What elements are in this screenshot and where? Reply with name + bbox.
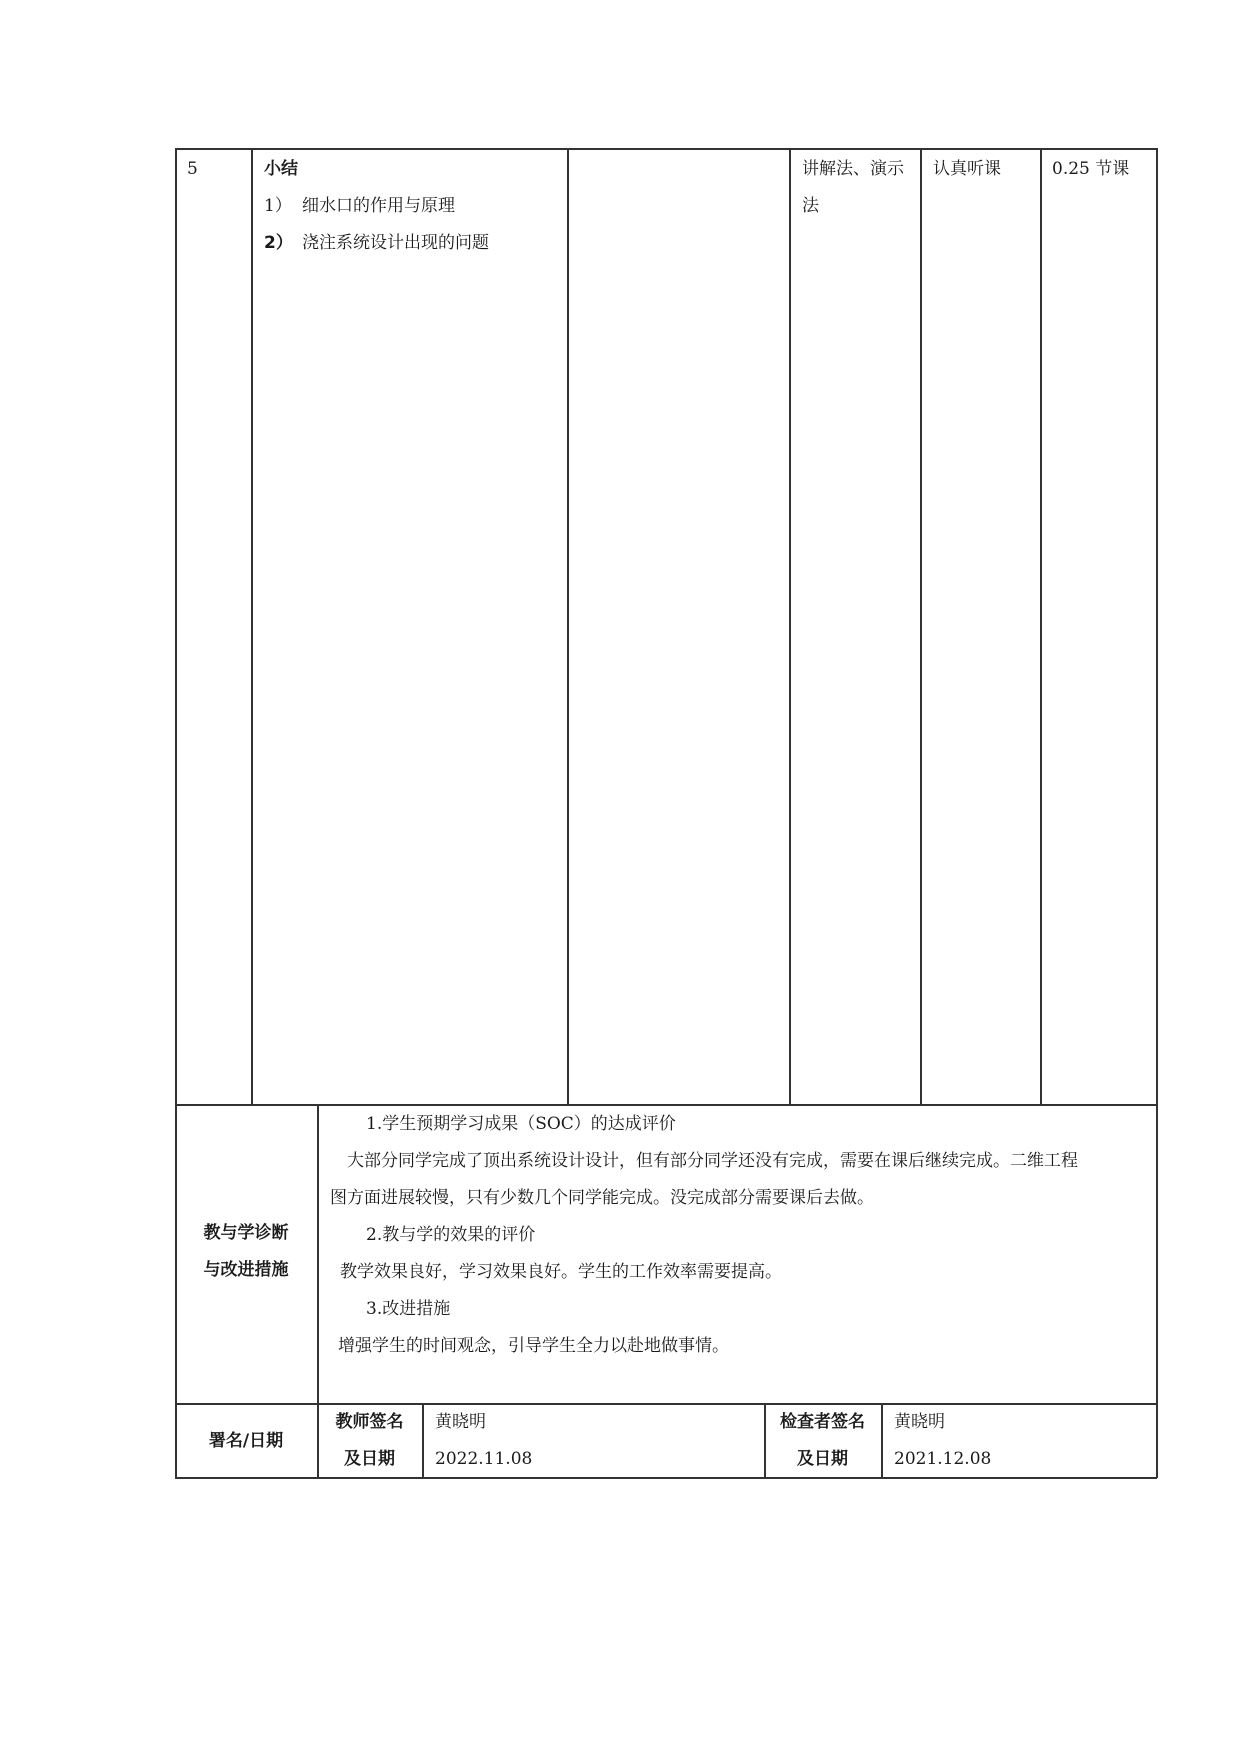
section3-heading: 3.改进措施	[366, 1299, 451, 1319]
table-right-border	[1156, 148, 1158, 1478]
row5-col-divider-2	[567, 148, 569, 1104]
list-item-marker: 2）	[264, 233, 293, 253]
diagnosis-label-continued: 与改进措施	[203, 1260, 289, 1280]
teacher-name: 黄晓明	[435, 1412, 486, 1432]
row-number: 5	[187, 159, 198, 179]
section1-text: 大部分同学完成了顶出系统设计设计，但有部分同学还没有完成，需要在课后继续完成。二维工程	[347, 1151, 1078, 1171]
diagnosis-label: 教与学诊断	[203, 1223, 289, 1243]
row-divider-row5-diagnosis	[175, 1104, 1157, 1106]
signature-col-divider-3	[881, 1403, 883, 1478]
checker-signature-label: 检查者签名	[780, 1412, 865, 1432]
section3-text: 增强学生的时间观念，引导学生全力以赴地做事情。	[338, 1336, 729, 1356]
duration: 0.25 节课	[1052, 159, 1130, 179]
list-item-marker: 1）	[264, 196, 292, 216]
teaching-method-continued: 法	[802, 196, 819, 216]
checker-date: 2021.12.08	[894, 1449, 992, 1469]
section1-heading: 1.学生预期学习成果（SOC）的达成评价	[366, 1114, 676, 1134]
teacher-date: 2022.11.08	[435, 1449, 533, 1469]
row5-col-divider-5	[1040, 148, 1042, 1104]
checker-name: 黄晓明	[894, 1412, 945, 1432]
table-bottom-border	[175, 1477, 1157, 1479]
teacher-signature-label-continued: 及日期	[344, 1449, 395, 1469]
table-top-border	[175, 148, 1157, 150]
section1-text-continued: 图方面进展较慢，只有少数几个同学能完成。没完成部分需要课后去做。	[330, 1188, 874, 1208]
row-divider-diagnosis-signature	[175, 1403, 1157, 1405]
list-item-text: 浇注系统设计出现的问题	[302, 233, 489, 253]
checker-signature-label-continued: 及日期	[797, 1449, 848, 1469]
section-title: 小结	[264, 159, 298, 179]
teacher-signature-label: 教师签名	[335, 1412, 404, 1432]
row5-col-divider-1	[251, 148, 253, 1104]
section2-heading: 2.教与学的效果的评价	[366, 1225, 536, 1245]
list-item-text: 细水口的作用与原理	[302, 196, 455, 216]
row5-col-divider-3	[789, 148, 791, 1104]
teaching-method: 讲解法、演示	[802, 159, 904, 179]
section2-text: 教学效果良好，学习效果良好。学生的工作效率需要提高。	[340, 1262, 782, 1282]
signature-label: 署名/日期	[208, 1431, 284, 1451]
student-activity: 认真听课	[933, 159, 1001, 179]
signature-col-divider-1	[422, 1403, 424, 1478]
row5-col-divider-4	[920, 148, 922, 1104]
